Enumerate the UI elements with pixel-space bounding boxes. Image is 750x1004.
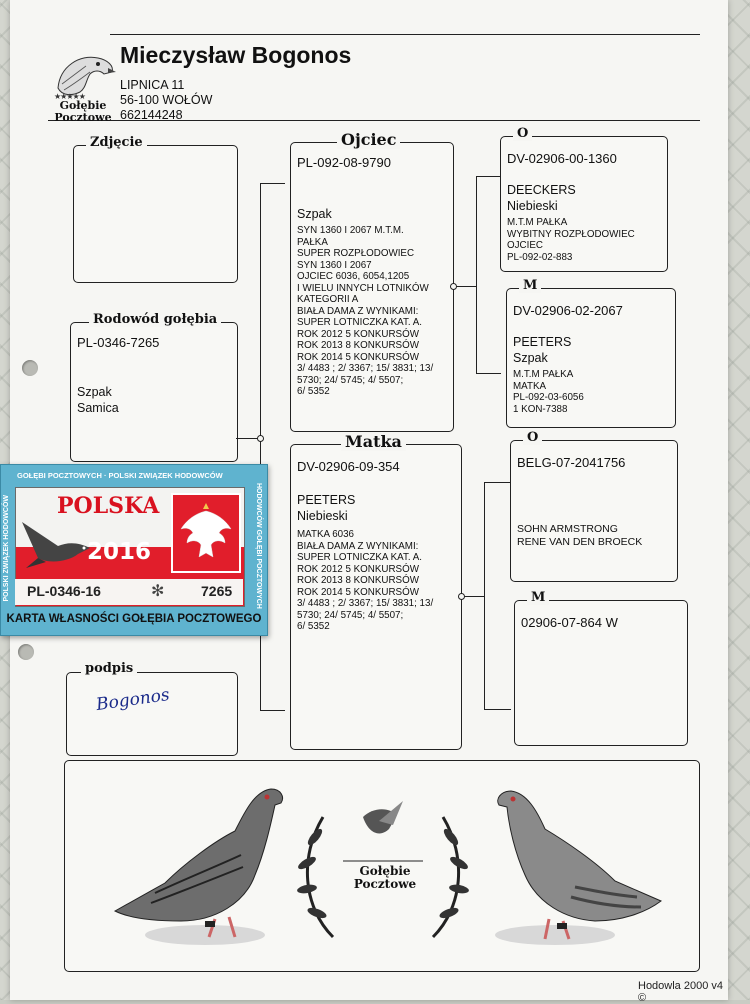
header-rule-top [110,34,700,35]
card-left-text: POLSKI ZWIĄZEK HODOWCÓW [3,495,10,602]
logo-text [48,100,118,124]
note-line: OJCIEC [507,240,543,251]
mother-box [290,432,462,750]
mother-mother-box [514,590,688,746]
note-line: ROK 2013 8 KONKURSÓW [297,340,419,351]
mother-father-notes [517,523,675,549]
father-ring: PL-092-08-9790 [297,155,391,170]
note-line: SYN 1360 I 2067 [297,259,372,271]
pigeon-box-title: Rodowód gołębia [89,312,221,327]
footer-version: Hodowla 2000 v4 © [638,980,724,1004]
card-right-text: HODOWCÓW GOŁĘBI POCZTOWYCH [255,483,262,609]
emblem-text: Gołębie Pocztowe [353,864,417,891]
father-color: Szpak [297,207,332,221]
note-line: WYBITNY ROZPŁODOWIEC [507,228,635,240]
mother-mother-title: M [527,590,549,605]
note-line: ROK 2013 8 KONKURSÓW [297,575,419,586]
mother-notes [297,529,459,633]
owner-name: Mieczysław Bogonos [120,42,352,68]
father-father-box [500,126,668,272]
owner-phone: 662144248 [120,108,183,122]
flying-pigeon-icon [18,512,98,572]
rating-stars: ★★★★★ [54,92,85,101]
note-line: PL-092-02-883 [507,251,573,263]
mother-ring: DV-02906-09-354 [297,459,400,474]
connector [476,176,501,374]
note-line: 1 KON-7388 [513,403,568,415]
father-mother-title: M [519,278,541,293]
note-line: RENE VAN DEN BROECK [517,536,643,548]
father-notes [297,225,453,398]
card-caption: KARTA WŁASNOŚCI GOŁĘBIA POCZTOWEGO [6,613,262,625]
mother-mother-ring: 02906-07-864 W [521,615,618,630]
note-line: KATEGORII A [297,294,359,305]
note-line: BIAŁA DAMA Z WYNIKAMI: [297,305,419,317]
photo-box-title: Zdjęcie [86,135,147,150]
punch-hole [18,644,34,660]
note-line: 5730; 24/ 5745; 4/ 5507; [297,374,404,386]
father-father-ring: DV-02906-00-1360 [507,151,617,166]
father-mother-color: Szpak [513,351,548,365]
mother-breeder: PEETERS [297,493,356,507]
card-star-icon: ✻ [151,583,165,600]
note-line: MATKA 6036 [297,529,354,540]
card-country: POLSKA [57,493,160,519]
note-line: PAŁKA [297,236,328,248]
punch-hole [22,360,38,376]
emblem-box [64,760,700,972]
pigeon-ring: PL-0346-7265 [77,335,160,350]
note-line: 6/ 5352 [297,621,330,632]
father-mother-ring: DV-02906-02-2067 [513,303,623,318]
note-line: PL-092-03-6056 [513,392,584,403]
father-box-title: Ojciec [337,130,400,149]
note-line: 6/ 5352 [297,386,330,397]
connector-dot [450,283,457,290]
pigeon-right-illustration-icon [465,771,675,951]
card-emblem [171,493,241,573]
pigeon-sex: Samica [77,401,119,415]
ownership-card [0,464,268,636]
pigeon-color: Szpak [77,385,112,399]
card-circle-text: GOŁĘBI POCZTOWYCH · POLSKI ZWIĄZEK HODOWCÓW [17,471,223,480]
father-mother-box [506,278,676,428]
signature-box [66,661,238,756]
note-line: OJCIEC 6036, 6054,1205 [297,271,410,282]
mother-father-title: O [523,430,542,445]
note-line: ROK 2014 5 KONKURSÓW [297,351,419,363]
note-line: SUPER LOTNICZKA KAT. A. [297,317,423,328]
owner-city: 56-100 WOŁÓW [120,93,213,107]
father-mother-notes [513,369,673,415]
note-line: SUPER ROZPŁODOWIEC [297,248,415,259]
note-line: ROK 2012 5 KONKURSÓW [297,563,419,575]
pigeon-box [70,312,238,462]
photo-box [73,135,238,283]
note-line: BIAŁA DAMA Z WYNIKAMI: [297,540,419,552]
note-line: 3/ 4483 ; 2/ 3367; 15/ 3831; 13/ [297,598,434,609]
handwritten-signature: Bogonos [94,684,171,716]
note-line: 5730; 24/ 5745; 4/ 5507; [297,609,404,621]
mother-box-title: Matka [341,432,406,451]
pigeon-left-illustration-icon [95,771,285,951]
father-father-notes [507,217,665,263]
note-line: SYN 1360 I 2067 M.T.M. [297,225,404,236]
owner-street: LIPNICA 11 [120,78,185,92]
connector [484,482,511,710]
connector-dot [458,593,465,600]
signature-title: podpis [81,661,137,676]
logo-text-value: Gołębie Pocztowe [54,99,112,124]
father-father-title: O [513,126,532,141]
note-line: M.T.M PAŁKA [507,217,568,228]
note-line: ROK 2014 5 KONKURSÓW [297,586,419,598]
white-eagle-icon [173,495,239,571]
card-ring-left: PL-0346-16 [27,583,101,599]
connector-dot [257,435,264,442]
father-mother-breeder: PEETERS [513,335,572,349]
note-line: ROK 2012 5 KONKURSÓW [297,328,419,340]
note-line: MATKA [513,380,547,392]
note-line: M.T.M PAŁKA [513,369,574,380]
mother-father-box [510,430,678,582]
note-line: SUPER LOTNICZKA KAT. A. [297,552,423,563]
father-father-breeder: DEECKERS [507,183,576,197]
mother-father-ring: BELG-07-2041756 [517,455,626,470]
note-line: I WIELU INNYCH LOTNIKÓW [297,282,429,294]
card-ring-right: 7265 [201,583,233,599]
note-line: SOHN ARMSTRONG [517,523,618,535]
note-line: 3/ 4483 ; 2/ 3367; 15/ 3831; 13/ [297,363,434,374]
card-year: 2016 [87,539,152,565]
father-father-color: Niebieski [507,199,558,213]
mother-color: Niebieski [297,509,348,523]
father-box [290,130,454,432]
